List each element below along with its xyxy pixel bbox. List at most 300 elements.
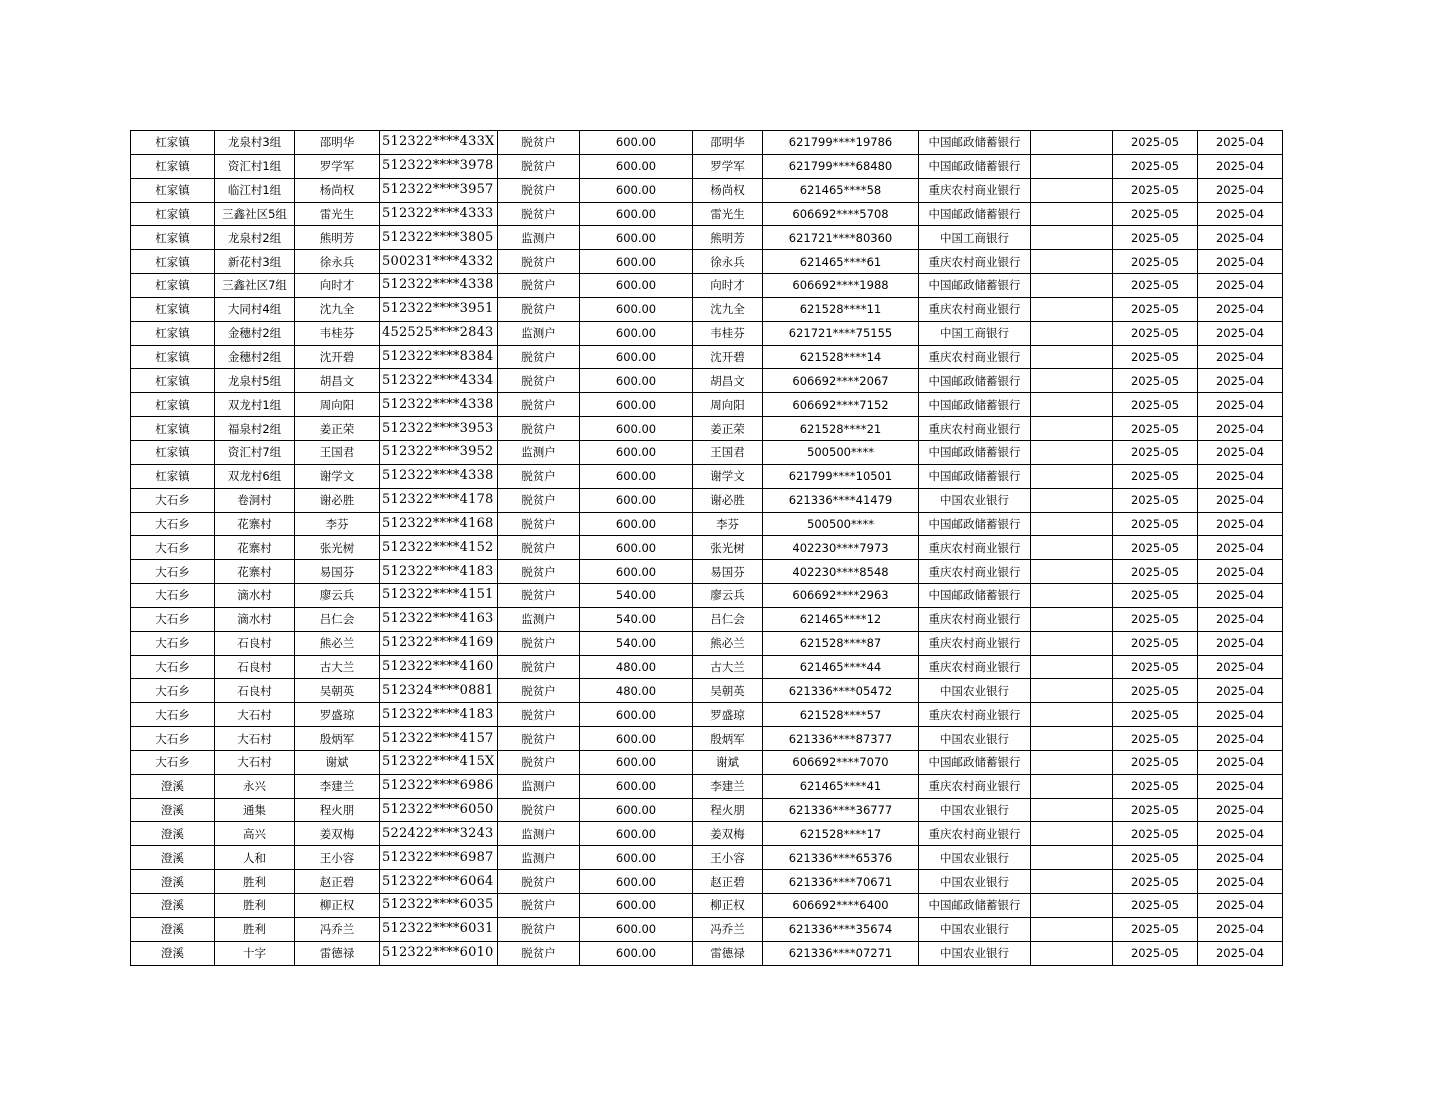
village-cell: 福泉村2组 [215, 417, 295, 441]
id-number-cell: 512322****4168 [380, 512, 498, 536]
amount-cell: 600.00 [580, 131, 693, 155]
blank-cell [1031, 679, 1113, 703]
payee-cell: 古大兰 [693, 655, 763, 679]
payee-cell: 熊必兰 [693, 631, 763, 655]
bank-cell: 中国农业银行 [919, 870, 1031, 894]
table-row [131, 703, 1283, 727]
amount-cell: 600.00 [580, 154, 693, 178]
issue-month-cell: 2025-05 [1113, 393, 1198, 417]
name-cell: 易国芬 [295, 560, 380, 584]
village-cell: 石良村 [215, 655, 295, 679]
issue-month-cell: 2025-05 [1113, 679, 1198, 703]
account-number-cell: 621465****61 [763, 250, 919, 274]
id-number-cell: 512322****4338 [380, 274, 498, 298]
id-number-cell: 512322****6987 [380, 846, 498, 870]
table-row [131, 131, 1283, 155]
issue-month-cell: 2025-05 [1113, 440, 1198, 464]
id-number-cell: 512322****6031 [380, 917, 498, 941]
household-type-cell: 脱贫户 [498, 536, 580, 560]
amount-cell: 480.00 [580, 655, 693, 679]
name-cell: 韦桂芬 [295, 321, 380, 345]
village-cell: 滴水村 [215, 607, 295, 631]
amount-cell: 600.00 [580, 250, 693, 274]
period-month-cell: 2025-04 [1198, 345, 1283, 369]
village-cell: 花寨村 [215, 536, 295, 560]
household-type-cell: 脱贫户 [498, 131, 580, 155]
account-number-cell: 621465****44 [763, 655, 919, 679]
period-month-cell: 2025-04 [1198, 798, 1283, 822]
bank-cell: 中国邮政储蓄银行 [919, 393, 1031, 417]
account-number-cell: 402230****8548 [763, 560, 919, 584]
bank-cell: 重庆农村商业银行 [919, 250, 1031, 274]
account-number-cell: 621799****10501 [763, 464, 919, 488]
town-cell: 大石乡 [131, 536, 215, 560]
name-cell: 周向阳 [295, 393, 380, 417]
household-type-cell: 脱贫户 [498, 178, 580, 202]
period-month-cell: 2025-04 [1198, 417, 1283, 441]
bank-cell: 中国邮政储蓄银行 [919, 750, 1031, 774]
payee-cell: 谢必胜 [693, 488, 763, 512]
period-month-cell: 2025-04 [1198, 250, 1283, 274]
village-cell: 双龙村1组 [215, 393, 295, 417]
amount-cell: 480.00 [580, 679, 693, 703]
id-number-cell: 512322****415X [380, 750, 498, 774]
table-row [131, 154, 1283, 178]
town-cell: 杠家镇 [131, 345, 215, 369]
table-row [131, 917, 1283, 941]
household-type-cell: 脱贫户 [498, 393, 580, 417]
table-row [131, 464, 1283, 488]
account-number-cell: 606692****2067 [763, 369, 919, 393]
table-row [131, 631, 1283, 655]
town-cell: 杠家镇 [131, 226, 215, 250]
bank-cell: 中国农业银行 [919, 488, 1031, 512]
table-row [131, 178, 1283, 202]
period-month-cell: 2025-04 [1198, 584, 1283, 608]
amount-cell: 600.00 [580, 440, 693, 464]
blank-cell [1031, 727, 1113, 751]
amount-cell: 600.00 [580, 798, 693, 822]
name-cell: 赵正碧 [295, 870, 380, 894]
table-row [131, 822, 1283, 846]
account-number-cell: 606692****2963 [763, 584, 919, 608]
blank-cell [1031, 202, 1113, 226]
amount-cell: 600.00 [580, 727, 693, 751]
amount-cell: 600.00 [580, 488, 693, 512]
payee-cell: 张光树 [693, 536, 763, 560]
period-month-cell: 2025-04 [1198, 822, 1283, 846]
town-cell: 大石乡 [131, 607, 215, 631]
table-row [131, 870, 1283, 894]
payee-cell: 罗盛琼 [693, 703, 763, 727]
town-cell: 澄溪 [131, 917, 215, 941]
town-cell: 大石乡 [131, 631, 215, 655]
blank-cell [1031, 607, 1113, 631]
period-month-cell: 2025-04 [1198, 393, 1283, 417]
village-cell: 金穗村2组 [215, 345, 295, 369]
household-type-cell: 脱贫户 [498, 870, 580, 894]
blank-cell [1031, 822, 1113, 846]
issue-month-cell: 2025-05 [1113, 750, 1198, 774]
blank-cell [1031, 464, 1113, 488]
issue-month-cell: 2025-05 [1113, 917, 1198, 941]
issue-month-cell: 2025-05 [1113, 512, 1198, 536]
household-type-cell: 脱贫户 [498, 703, 580, 727]
blank-cell [1031, 440, 1113, 464]
bank-cell: 重庆农村商业银行 [919, 703, 1031, 727]
id-number-cell: 512322****4178 [380, 488, 498, 512]
bank-cell: 重庆农村商业银行 [919, 345, 1031, 369]
bank-cell: 重庆农村商业银行 [919, 417, 1031, 441]
village-cell: 胜利 [215, 870, 295, 894]
id-number-cell: 512322****3953 [380, 417, 498, 441]
bank-cell: 重庆农村商业银行 [919, 536, 1031, 560]
amount-cell: 540.00 [580, 607, 693, 631]
town-cell: 大石乡 [131, 655, 215, 679]
period-month-cell: 2025-04 [1198, 226, 1283, 250]
amount-cell: 600.00 [580, 894, 693, 918]
name-cell: 向时才 [295, 274, 380, 298]
household-type-cell: 脱贫户 [498, 679, 580, 703]
blank-cell [1031, 798, 1113, 822]
village-cell: 花寨村 [215, 560, 295, 584]
amount-cell: 540.00 [580, 584, 693, 608]
table-row [131, 369, 1283, 393]
bank-cell: 重庆农村商业银行 [919, 631, 1031, 655]
id-number-cell: 512324****0881 [380, 679, 498, 703]
town-cell: 澄溪 [131, 822, 215, 846]
issue-month-cell: 2025-05 [1113, 798, 1198, 822]
period-month-cell: 2025-04 [1198, 131, 1283, 155]
account-number-cell: 621721****80360 [763, 226, 919, 250]
village-cell: 永兴 [215, 774, 295, 798]
village-cell: 龙泉村2组 [215, 226, 295, 250]
village-cell: 大石村 [215, 750, 295, 774]
id-number-cell: 512322****6986 [380, 774, 498, 798]
bank-cell: 中国邮政储蓄银行 [919, 464, 1031, 488]
household-type-cell: 脱贫户 [498, 655, 580, 679]
village-cell: 资汇村7组 [215, 440, 295, 464]
name-cell: 姜正荣 [295, 417, 380, 441]
village-cell: 大同村4组 [215, 297, 295, 321]
bank-cell: 中国邮政储蓄银行 [919, 131, 1031, 155]
name-cell: 殷炳军 [295, 727, 380, 751]
account-number-cell: 500500**** [763, 440, 919, 464]
household-type-cell: 监测户 [498, 607, 580, 631]
account-number-cell: 606692****7152 [763, 393, 919, 417]
payee-cell: 谢学文 [693, 464, 763, 488]
id-number-cell: 512322****4169 [380, 631, 498, 655]
town-cell: 澄溪 [131, 774, 215, 798]
town-cell: 大石乡 [131, 488, 215, 512]
blank-cell [1031, 655, 1113, 679]
village-cell: 人和 [215, 846, 295, 870]
account-number-cell: 621465****12 [763, 607, 919, 631]
period-month-cell: 2025-04 [1198, 321, 1283, 345]
id-number-cell: 500231****4332 [380, 250, 498, 274]
period-month-cell: 2025-04 [1198, 202, 1283, 226]
blank-cell [1031, 917, 1113, 941]
id-number-cell: 512322****6050 [380, 798, 498, 822]
household-type-cell: 脱贫户 [498, 417, 580, 441]
town-cell: 杠家镇 [131, 369, 215, 393]
payee-cell: 姜正荣 [693, 417, 763, 441]
account-number-cell: 621528****14 [763, 345, 919, 369]
period-month-cell: 2025-04 [1198, 631, 1283, 655]
account-number-cell: 621528****87 [763, 631, 919, 655]
blank-cell [1031, 488, 1113, 512]
issue-month-cell: 2025-05 [1113, 727, 1198, 751]
household-type-cell: 脱贫户 [498, 297, 580, 321]
period-month-cell: 2025-04 [1198, 727, 1283, 751]
name-cell: 冯乔兰 [295, 917, 380, 941]
town-cell: 杠家镇 [131, 297, 215, 321]
account-number-cell: 621528****17 [763, 822, 919, 846]
village-cell: 十字 [215, 941, 295, 965]
amount-cell: 600.00 [580, 917, 693, 941]
village-cell: 三鑫社区7组 [215, 274, 295, 298]
account-number-cell: 621799****19786 [763, 131, 919, 155]
amount-cell: 600.00 [580, 345, 693, 369]
village-cell: 金穗村2组 [215, 321, 295, 345]
amount-cell: 600.00 [580, 369, 693, 393]
issue-month-cell: 2025-05 [1113, 894, 1198, 918]
village-cell: 胜利 [215, 894, 295, 918]
amount-cell: 600.00 [580, 417, 693, 441]
payee-cell: 谢斌 [693, 750, 763, 774]
village-cell: 龙泉村5组 [215, 369, 295, 393]
bank-cell: 中国邮政储蓄银行 [919, 894, 1031, 918]
account-number-cell: 621528****21 [763, 417, 919, 441]
period-month-cell: 2025-04 [1198, 655, 1283, 679]
id-number-cell: 512322****6035 [380, 894, 498, 918]
town-cell: 杠家镇 [131, 393, 215, 417]
blank-cell [1031, 369, 1113, 393]
issue-month-cell: 2025-05 [1113, 131, 1198, 155]
table-row [131, 846, 1283, 870]
village-cell: 龙泉村3组 [215, 131, 295, 155]
payee-cell: 柳正权 [693, 894, 763, 918]
payee-cell: 殷炳军 [693, 727, 763, 751]
household-type-cell: 脱贫户 [498, 750, 580, 774]
household-type-cell: 脱贫户 [498, 560, 580, 584]
table-row [131, 393, 1283, 417]
payee-cell: 吕仁会 [693, 607, 763, 631]
id-number-cell: 522422****3243 [380, 822, 498, 846]
payee-cell: 向时才 [693, 274, 763, 298]
name-cell: 胡昌文 [295, 369, 380, 393]
blank-cell [1031, 703, 1113, 727]
table-row [131, 750, 1283, 774]
amount-cell: 600.00 [580, 774, 693, 798]
name-cell: 吴朝英 [295, 679, 380, 703]
bank-cell: 中国农业银行 [919, 917, 1031, 941]
payee-cell: 易国芬 [693, 560, 763, 584]
bank-cell: 中国农业银行 [919, 679, 1031, 703]
amount-cell: 600.00 [580, 560, 693, 584]
blank-cell [1031, 512, 1113, 536]
town-cell: 杠家镇 [131, 321, 215, 345]
village-cell: 石良村 [215, 679, 295, 703]
table-row [131, 774, 1283, 798]
name-cell: 李建兰 [295, 774, 380, 798]
household-type-cell: 脱贫户 [498, 727, 580, 751]
issue-month-cell: 2025-05 [1113, 774, 1198, 798]
village-cell: 滴水村 [215, 584, 295, 608]
household-type-cell: 监测户 [498, 846, 580, 870]
household-type-cell: 脱贫户 [498, 631, 580, 655]
bank-cell: 重庆农村商业银行 [919, 297, 1031, 321]
town-cell: 大石乡 [131, 679, 215, 703]
bank-cell: 中国邮政储蓄银行 [919, 440, 1031, 464]
town-cell: 杠家镇 [131, 202, 215, 226]
account-number-cell: 621465****58 [763, 178, 919, 202]
period-month-cell: 2025-04 [1198, 440, 1283, 464]
name-cell: 雷光生 [295, 202, 380, 226]
amount-cell: 600.00 [580, 822, 693, 846]
bank-cell: 重庆农村商业银行 [919, 560, 1031, 584]
payee-cell: 李建兰 [693, 774, 763, 798]
name-cell: 谢学文 [295, 464, 380, 488]
account-number-cell: 621336****35674 [763, 917, 919, 941]
blank-cell [1031, 321, 1113, 345]
name-cell: 沈开碧 [295, 345, 380, 369]
town-cell: 大石乡 [131, 584, 215, 608]
payee-cell: 胡昌文 [693, 369, 763, 393]
table-row [131, 679, 1283, 703]
period-month-cell: 2025-04 [1198, 154, 1283, 178]
bank-cell: 中国农业银行 [919, 798, 1031, 822]
period-month-cell: 2025-04 [1198, 512, 1283, 536]
issue-month-cell: 2025-05 [1113, 870, 1198, 894]
table-row [131, 417, 1283, 441]
town-cell: 杠家镇 [131, 274, 215, 298]
village-cell: 高兴 [215, 822, 295, 846]
amount-cell: 600.00 [580, 846, 693, 870]
household-type-cell: 监测户 [498, 822, 580, 846]
issue-month-cell: 2025-05 [1113, 941, 1198, 965]
id-number-cell: 512322****433X [380, 131, 498, 155]
period-month-cell: 2025-04 [1198, 750, 1283, 774]
table-row [131, 321, 1283, 345]
name-cell: 廖云兵 [295, 584, 380, 608]
amount-cell: 540.00 [580, 631, 693, 655]
blank-cell [1031, 345, 1113, 369]
account-number-cell: 606692****7070 [763, 750, 919, 774]
account-number-cell: 621336****05472 [763, 679, 919, 703]
town-cell: 大石乡 [131, 750, 215, 774]
name-cell: 邵明华 [295, 131, 380, 155]
account-number-cell: 500500**** [763, 512, 919, 536]
name-cell: 柳正权 [295, 894, 380, 918]
table-row [131, 607, 1283, 631]
id-number-cell: 512322****4160 [380, 655, 498, 679]
period-month-cell: 2025-04 [1198, 870, 1283, 894]
household-type-cell: 脱贫户 [498, 345, 580, 369]
town-cell: 大石乡 [131, 703, 215, 727]
town-cell: 杠家镇 [131, 154, 215, 178]
town-cell: 澄溪 [131, 798, 215, 822]
name-cell: 王小容 [295, 846, 380, 870]
id-number-cell: 512322****4338 [380, 464, 498, 488]
name-cell: 谢斌 [295, 750, 380, 774]
table-row [131, 894, 1283, 918]
table-row [131, 226, 1283, 250]
blank-cell [1031, 846, 1113, 870]
bank-cell: 中国邮政储蓄银行 [919, 369, 1031, 393]
id-number-cell: 512322****6010 [380, 941, 498, 965]
village-cell: 资汇村1组 [215, 154, 295, 178]
issue-month-cell: 2025-05 [1113, 822, 1198, 846]
village-cell: 花寨村 [215, 512, 295, 536]
id-number-cell: 452525****2843 [380, 321, 498, 345]
period-month-cell: 2025-04 [1198, 941, 1283, 965]
blank-cell [1031, 226, 1113, 250]
id-number-cell: 512322****4338 [380, 393, 498, 417]
bank-cell: 重庆农村商业银行 [919, 178, 1031, 202]
amount-cell: 600.00 [580, 393, 693, 417]
amount-cell: 600.00 [580, 202, 693, 226]
id-number-cell: 512322****3957 [380, 178, 498, 202]
payee-cell: 杨尚权 [693, 178, 763, 202]
name-cell: 罗盛琼 [295, 703, 380, 727]
table-row [131, 202, 1283, 226]
blank-cell [1031, 297, 1113, 321]
account-number-cell: 606692****6400 [763, 894, 919, 918]
village-cell: 三鑫社区5组 [215, 202, 295, 226]
table-row [131, 512, 1283, 536]
payee-cell: 沈开碧 [693, 345, 763, 369]
amount-cell: 600.00 [580, 512, 693, 536]
village-cell: 新花村3组 [215, 250, 295, 274]
amount-cell: 600.00 [580, 941, 693, 965]
name-cell: 王国君 [295, 440, 380, 464]
issue-month-cell: 2025-05 [1113, 631, 1198, 655]
id-number-cell: 512322****3805 [380, 226, 498, 250]
village-cell: 石良村 [215, 631, 295, 655]
issue-month-cell: 2025-05 [1113, 488, 1198, 512]
blank-cell [1031, 774, 1113, 798]
issue-month-cell: 2025-05 [1113, 655, 1198, 679]
payee-cell: 王国君 [693, 440, 763, 464]
town-cell: 澄溪 [131, 846, 215, 870]
issue-month-cell: 2025-05 [1113, 250, 1198, 274]
issue-month-cell: 2025-05 [1113, 369, 1198, 393]
amount-cell: 600.00 [580, 750, 693, 774]
name-cell: 罗学军 [295, 154, 380, 178]
village-cell: 双龙村6组 [215, 464, 295, 488]
household-type-cell: 脱贫户 [498, 369, 580, 393]
town-cell: 杠家镇 [131, 440, 215, 464]
period-month-cell: 2025-04 [1198, 464, 1283, 488]
blank-cell [1031, 894, 1113, 918]
household-type-cell: 脱贫户 [498, 894, 580, 918]
amount-cell: 600.00 [580, 464, 693, 488]
issue-month-cell: 2025-05 [1113, 584, 1198, 608]
amount-cell: 600.00 [580, 536, 693, 560]
account-number-cell: 606692****1988 [763, 274, 919, 298]
name-cell: 杨尚权 [295, 178, 380, 202]
name-cell: 程火朋 [295, 798, 380, 822]
issue-month-cell: 2025-05 [1113, 417, 1198, 441]
bank-cell: 重庆农村商业银行 [919, 607, 1031, 631]
amount-cell: 600.00 [580, 274, 693, 298]
table-row [131, 274, 1283, 298]
period-month-cell: 2025-04 [1198, 679, 1283, 703]
name-cell: 吕仁会 [295, 607, 380, 631]
name-cell: 张光树 [295, 536, 380, 560]
payee-cell: 罗学军 [693, 154, 763, 178]
